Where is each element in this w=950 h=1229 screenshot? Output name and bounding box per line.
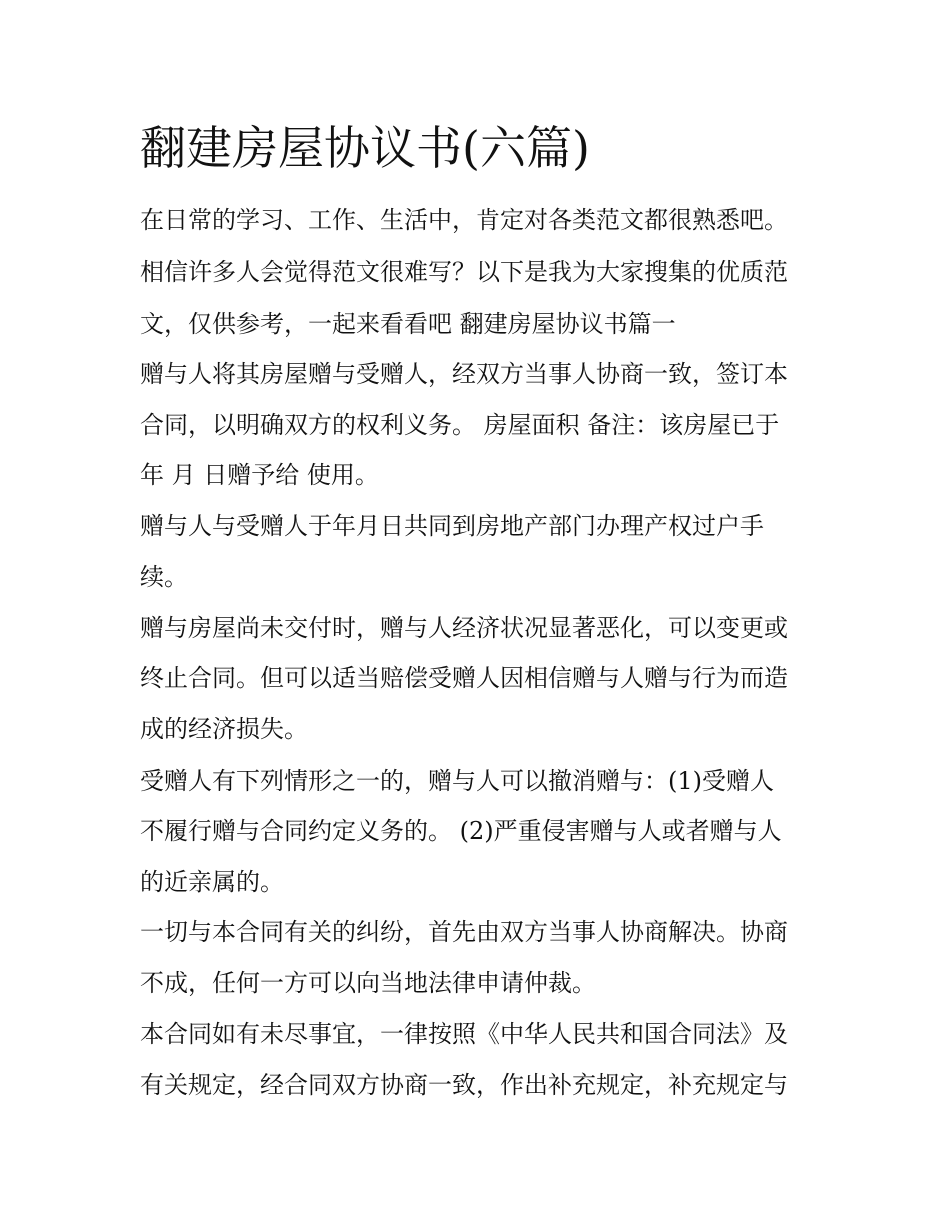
text-line: 年 月 日赠予给 使用。 — [140, 461, 379, 489]
text-line: 不成，任何一方可以向当地法律申请仲裁。 — [140, 969, 596, 997]
text-line: 本合同如有未尽事宜，一律按照《中华人民共和国合同法》及 — [140, 1020, 788, 1048]
text-line: 成的经济损失。 — [140, 715, 308, 743]
text-line: 终止合同。但可以适当赔偿受赠人因相信赠与人赠与行为而造 — [140, 664, 788, 692]
text-line: 赠与人与受赠人于年月日共同到房地产部门办理产权过户手 — [140, 512, 764, 540]
document-title: 翻建房屋协议书(六篇) — [140, 121, 590, 175]
text-line: 续。 — [140, 563, 188, 591]
text-line: 一切与本合同有关的纠纷，首先由双方当事人协商解决。协商 — [140, 918, 788, 946]
text-line: 的近亲属的。 — [140, 868, 284, 896]
text-line: 合同，以明确双方的权利义务。 房屋面积 备注：该房屋已于 — [140, 411, 780, 439]
text-line: 文，仅供参考，一起来看看吧 翻建房屋协议书篇一 — [140, 310, 676, 338]
text-line: 相信许多人会觉得范文很难写？以下是我为大家搜集的优质范 — [140, 258, 788, 286]
text-line: 在日常的学习、工作、生活中，肯定对各类范文都很熟悉吧。 — [140, 206, 788, 234]
text-line: 不履行赠与合同约定义务的。 (2)严重侵害赠与人或者赠与人 — [140, 817, 782, 845]
text-line: 有关规定，经合同双方协商一致，作出补充规定，补充规定与 — [140, 1071, 788, 1099]
text-line: 受赠人有下列情形之一的，赠与人可以撤消赠与：(1)受赠人 — [140, 767, 774, 795]
text-line: 赠与房屋尚未交付时，赠与人经济状况显著恶化，可以变更或 — [140, 614, 788, 642]
text-line: 赠与人将其房屋赠与受赠人，经双方当事人协商一致，签订本 — [140, 360, 788, 388]
